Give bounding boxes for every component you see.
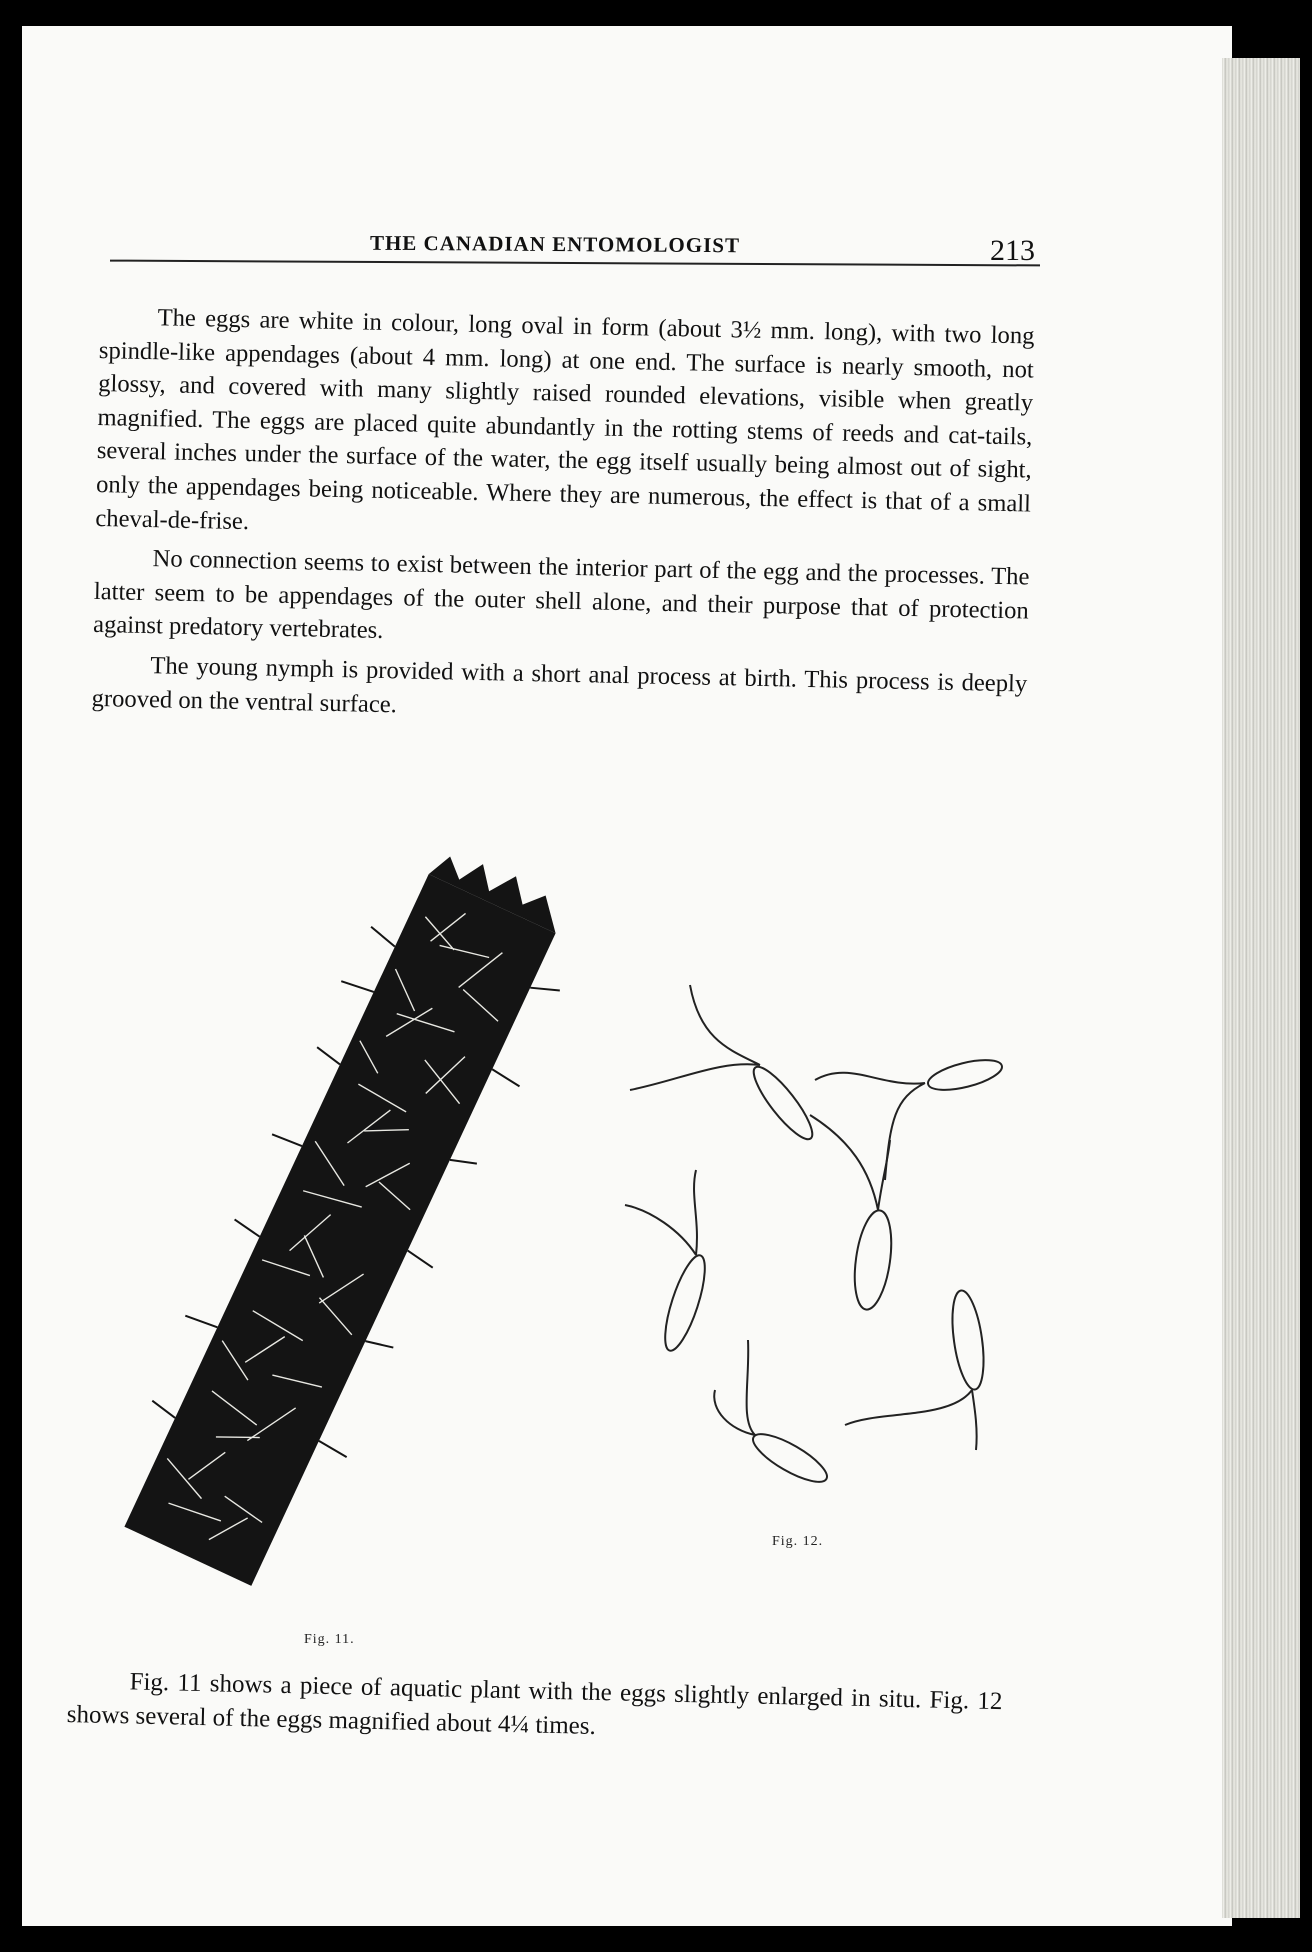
page-number: 213 [990, 234, 1035, 267]
fig-11-plant-stem-illustration [80, 830, 600, 1630]
running-head: THE CANADIAN ENTOMOLOGIST [369, 230, 741, 258]
caption-text: Fig. 11 shows a piece of aquatic plant with the eggs slightly enlarged in situ. Fig. 12 shows several of the eggs magnified about 4¼ times. [66, 1668, 1003, 1740]
egg-1 [630, 985, 820, 1146]
egg-3 [810, 1115, 897, 1312]
fig-12-eggs-illustration [620, 980, 1020, 1520]
paragraph-nymph: The young nymph is provided with a short anal process at birth. This process is deeply grooved on the ventral surface. [91, 652, 1028, 718]
body-text [91, 300, 1035, 741]
fig-11-label: Fig. 11. [304, 1632, 355, 1647]
egg-6 [714, 1340, 833, 1490]
egg-2 [815, 1054, 1005, 1180]
egg-4 [625, 1170, 713, 1355]
paragraph-processes: No connection seems to exist between the interior part of the egg and the processes. The latter seem to be appendages of the outer shell alone, and their purpose that of protection against predatory vertebrates. [92, 545, 1030, 645]
fig-12-label: Fig. 12. [772, 1534, 824, 1549]
egg-5 [845, 1289, 989, 1450]
page-edges [1222, 58, 1300, 1918]
paragraph-eggs: The eggs are white in colour, long oval in form (about 3½ mm. long), with two long spindle-like appendages (about 4 mm. long) at one end. The surface is nearly smooth, not glossy, and covered with many slightly raised rounded elevations, visible when greatly magnified. The eggs are placed quite abundantly in the rotting stems of reeds and cat-tails, several inches under the surface of the water, the egg itself usually being almost out of sight, only the appendages being noticeable. Where they are numerous, the effect is that of a small cheval-de-frise. [95, 304, 1035, 535]
